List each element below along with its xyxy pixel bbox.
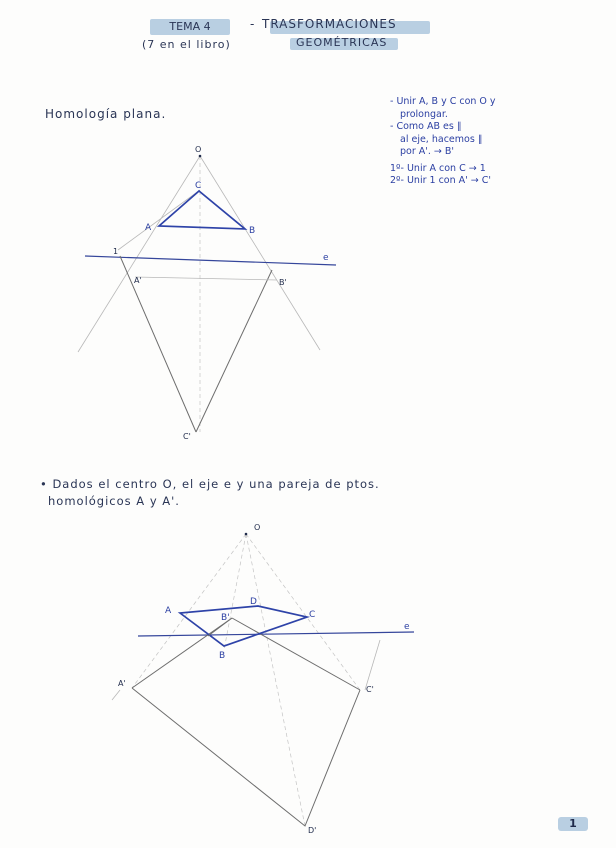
figure-1 <box>78 145 336 441</box>
point-o-2 <box>245 533 248 536</box>
step-line-2: prolongar. <box>400 108 448 120</box>
step-line-7: 2º- Unir 1 con A' → C' <box>390 175 492 186</box>
tick-a-prime <box>112 690 120 700</box>
label-e-2: e <box>404 622 410 632</box>
label-b-prime-2: B' <box>221 613 230 623</box>
ray-o-d-prime <box>246 534 305 826</box>
line-a-prime-b-prime <box>132 618 232 688</box>
label-c-prime-2: C' <box>366 685 374 694</box>
ray-o-b <box>200 156 320 350</box>
page-number <box>558 817 588 831</box>
section-1-title: Homología plana. <box>45 107 167 121</box>
quadrilateral-abcd <box>180 606 307 646</box>
step-line-4: al eje, hacemos ∥ <box>400 133 483 145</box>
line-c-prime-extended <box>365 640 380 690</box>
section-2-title-line-2: homológicos A y A'. <box>48 494 180 508</box>
label-1: 1 <box>113 247 119 256</box>
axis-e-1 <box>85 256 336 265</box>
page-number-label: 1 <box>569 817 577 830</box>
label-o-2: O <box>254 523 261 532</box>
label-o: O <box>195 145 202 154</box>
title-line-2: GEOMÉTRICAS <box>296 36 388 49</box>
label-c-2: C <box>309 610 316 620</box>
ray-o-a-prime <box>132 534 246 688</box>
step-line-6: 1º- Unir A con C → 1 <box>390 162 486 174</box>
point-o <box>199 155 202 158</box>
label-a-2: A <box>165 606 172 616</box>
label-b-prime: B' <box>279 278 287 287</box>
label-b-2: B <box>219 651 226 661</box>
title-line-1: TRASFORMACIONES <box>262 17 397 31</box>
label-a-prime: A' <box>134 276 142 285</box>
ray-o-a <box>78 156 200 352</box>
triangle-abc <box>159 191 245 229</box>
title-dash: - <box>250 17 256 31</box>
figure-2 <box>112 523 414 835</box>
segment-a-prime-b-prime <box>135 277 277 280</box>
ray-o-c-prime <box>246 534 360 690</box>
step-line-1: - Unir A, B y C con O y <box>390 96 496 107</box>
line-b-prime-c-prime <box>232 618 360 690</box>
line-b-prime-c-prime <box>196 270 272 432</box>
label-a: A <box>145 223 152 233</box>
label-c-prime: C' <box>183 432 191 441</box>
label-d-prime-2: D' <box>308 826 317 835</box>
segments-a-prime-d-prime-c-prime <box>132 688 360 826</box>
label-d-2: D <box>250 597 257 607</box>
section-2-title-line-1: • Dados el centro O, el eje e y una pareja de ptos. <box>40 477 380 491</box>
ray-o-b <box>224 534 246 650</box>
label-c: C <box>195 181 202 191</box>
step-line-3: - Como AB es ∥ <box>390 121 462 132</box>
line-a-c-extended <box>118 190 200 250</box>
axis-e-2 <box>138 632 414 636</box>
step-line-5: por A'. → B' <box>400 146 455 157</box>
label-e: e <box>323 253 329 263</box>
line-1-c-prime <box>120 256 196 432</box>
label-b: B <box>249 226 256 236</box>
topic-label: TEMA 4 <box>169 20 211 33</box>
label-a-prime-2: A' <box>118 679 126 688</box>
book-reference: (7 en el libro) <box>142 38 231 51</box>
